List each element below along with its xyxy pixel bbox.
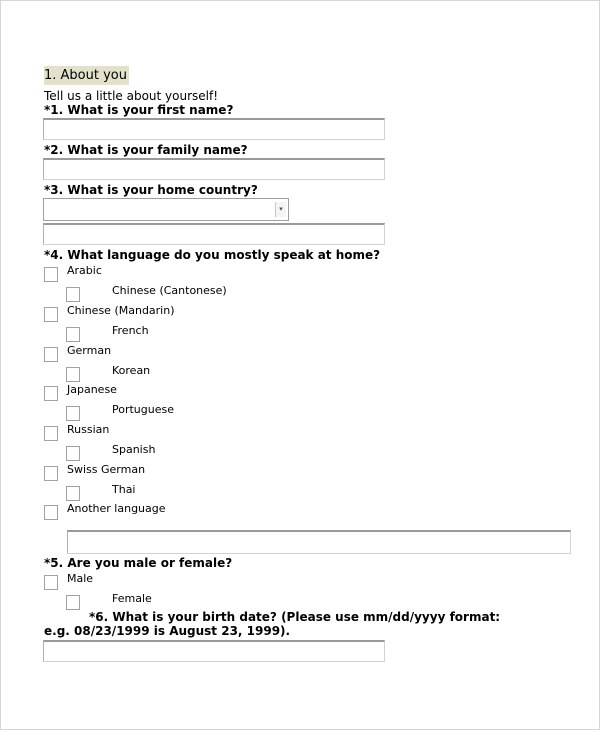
question-first-name: *1. What is your first name? <box>44 103 234 117</box>
option-label: Swiss German <box>67 463 146 476</box>
question-birth-date: *6. What is your birth date? (Please use mm/dd/yyyy format: <box>89 610 501 624</box>
checkbox-chinese-cantonese[interactable] <box>66 287 80 302</box>
option-label: Korean <box>112 364 151 377</box>
first-name-field[interactable] <box>43 118 385 140</box>
option-label: Russian <box>67 423 110 436</box>
checkbox-thai[interactable] <box>66 486 80 501</box>
question-home-country: *3. What is your home country? <box>44 183 258 197</box>
checkbox-swiss-german[interactable] <box>44 466 58 481</box>
question-family-name: *2. What is your family name? <box>44 143 248 157</box>
checkbox-another-language[interactable] <box>44 505 58 520</box>
checkbox-german[interactable] <box>44 347 58 362</box>
option-label: Male <box>67 572 94 585</box>
checkbox-chinese-mandarin[interactable] <box>44 307 58 322</box>
question-language: *4. What language do you mostly speak at home? <box>44 248 381 262</box>
option-label: Portuguese <box>112 403 174 416</box>
option-label: Chinese (Cantonese) <box>112 284 227 297</box>
option-label: Another language <box>67 502 166 515</box>
option-label: Thai <box>112 483 136 496</box>
checkbox-female[interactable] <box>66 595 80 610</box>
option-label: Chinese (Mandarin) <box>67 304 175 317</box>
question-gender: *5. Are you male or female? <box>44 556 233 570</box>
option-label: Arabic <box>67 264 102 277</box>
intro-text: Tell us a little about yourself! <box>44 89 219 103</box>
option-label: Japanese <box>67 383 117 396</box>
question-birth-date-example: e.g. 08/23/1999 is August 23, 1999). <box>44 624 291 638</box>
checkbox-arabic[interactable] <box>44 267 58 282</box>
checkbox-spanish[interactable] <box>66 446 80 461</box>
checkbox-male[interactable] <box>44 575 58 590</box>
dropdown-arrow-icon[interactable]: ▾ <box>275 202 286 217</box>
option-label: German <box>67 344 112 357</box>
option-label: French <box>112 324 149 337</box>
birth-date-field[interactable] <box>43 640 385 662</box>
option-label: Female <box>112 592 152 605</box>
checkbox-french[interactable] <box>66 327 80 342</box>
home-country-select[interactable] <box>43 198 289 221</box>
checkbox-portuguese[interactable] <box>66 406 80 421</box>
section-title: 1. About you <box>44 68 127 83</box>
home-country-other-field[interactable] <box>43 223 385 245</box>
option-label: Spanish <box>112 443 156 456</box>
another-language-field[interactable] <box>67 530 571 554</box>
checkbox-korean[interactable] <box>66 367 80 382</box>
family-name-field[interactable] <box>43 158 385 180</box>
checkbox-japanese[interactable] <box>44 386 58 401</box>
checkbox-russian[interactable] <box>44 426 58 441</box>
